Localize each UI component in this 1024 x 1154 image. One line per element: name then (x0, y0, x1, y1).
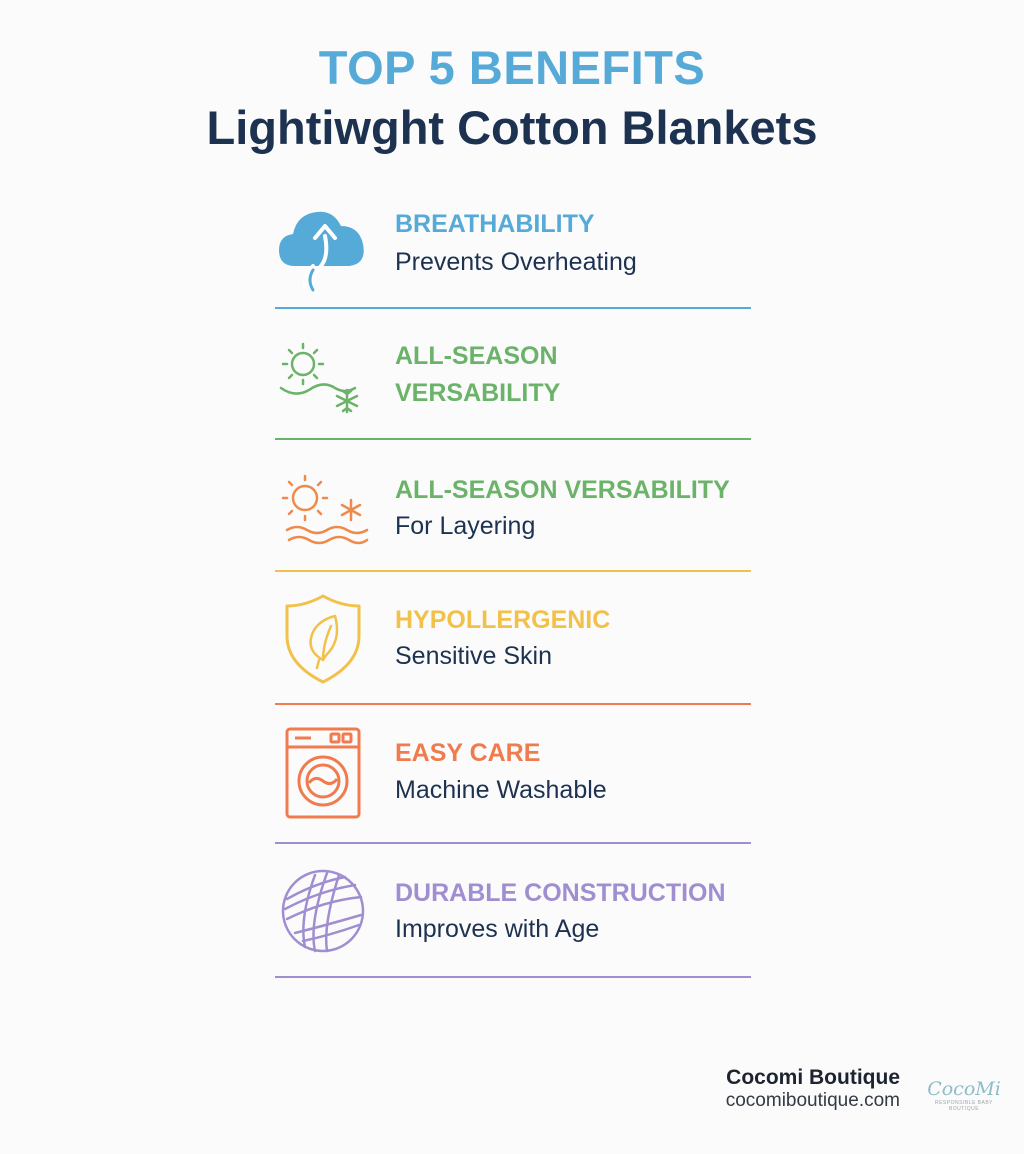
washing-machine-icon (275, 727, 371, 823)
yarn-ball-icon (275, 863, 371, 959)
title-bottom: Lightiwght Cotton Blankets (206, 101, 818, 154)
leaf-shield-icon (275, 592, 371, 688)
benefit-heading-line1: ALL-SEASON (395, 342, 558, 370)
divider (275, 570, 751, 572)
benefit-subtext: Machine Washable (395, 776, 607, 804)
benefit-subtext: Sensitive Skin (395, 642, 553, 670)
sun-snowflake-waves-icon (275, 462, 371, 558)
logo-wordmark: CocoMi (927, 1078, 1001, 1100)
benefit-heading: DURABLE CONSTRUCTION (395, 879, 726, 907)
benefit-hypollergenic (275, 592, 755, 688)
benefit-easy-care (275, 727, 755, 823)
benefit-heading-line2: VERSABILITY (395, 379, 561, 407)
divider (275, 438, 751, 440)
divider (275, 976, 751, 978)
cloud-airflow-icon (275, 200, 371, 296)
brand-url[interactable]: cocomiboutique.com (725, 1090, 900, 1111)
benefit-subtext: For Layering (395, 512, 536, 540)
divider (275, 842, 751, 844)
benefit-all-season-layering (275, 466, 755, 556)
title-top: TOP 5 BENEFITS (318, 41, 706, 94)
benefit-heading: HYPOLLERGENIC (395, 606, 611, 634)
brand-name: Cocomi Boutique (726, 1066, 900, 1089)
benefit-heading: ALL-SEASON VERSABILITY (395, 476, 730, 504)
divider (275, 307, 751, 309)
benefit-durable-construction (275, 863, 755, 959)
divider (275, 703, 751, 705)
logo-subtext: RESPONSIBLE BABY BOUTIQUE (934, 1100, 994, 1112)
benefit-subtext: Prevents Overheating (395, 248, 637, 276)
sun-snowflake-icon (275, 334, 371, 430)
benefit-heading: BREATHABILITY (395, 210, 595, 238)
brand-logo (926, 1078, 1002, 1112)
benefit-heading: EASY CARE (395, 739, 541, 767)
benefit-subtext: Improves with Age (395, 915, 600, 943)
benefit-breathability (275, 200, 755, 296)
benefit-all-season (275, 336, 755, 426)
